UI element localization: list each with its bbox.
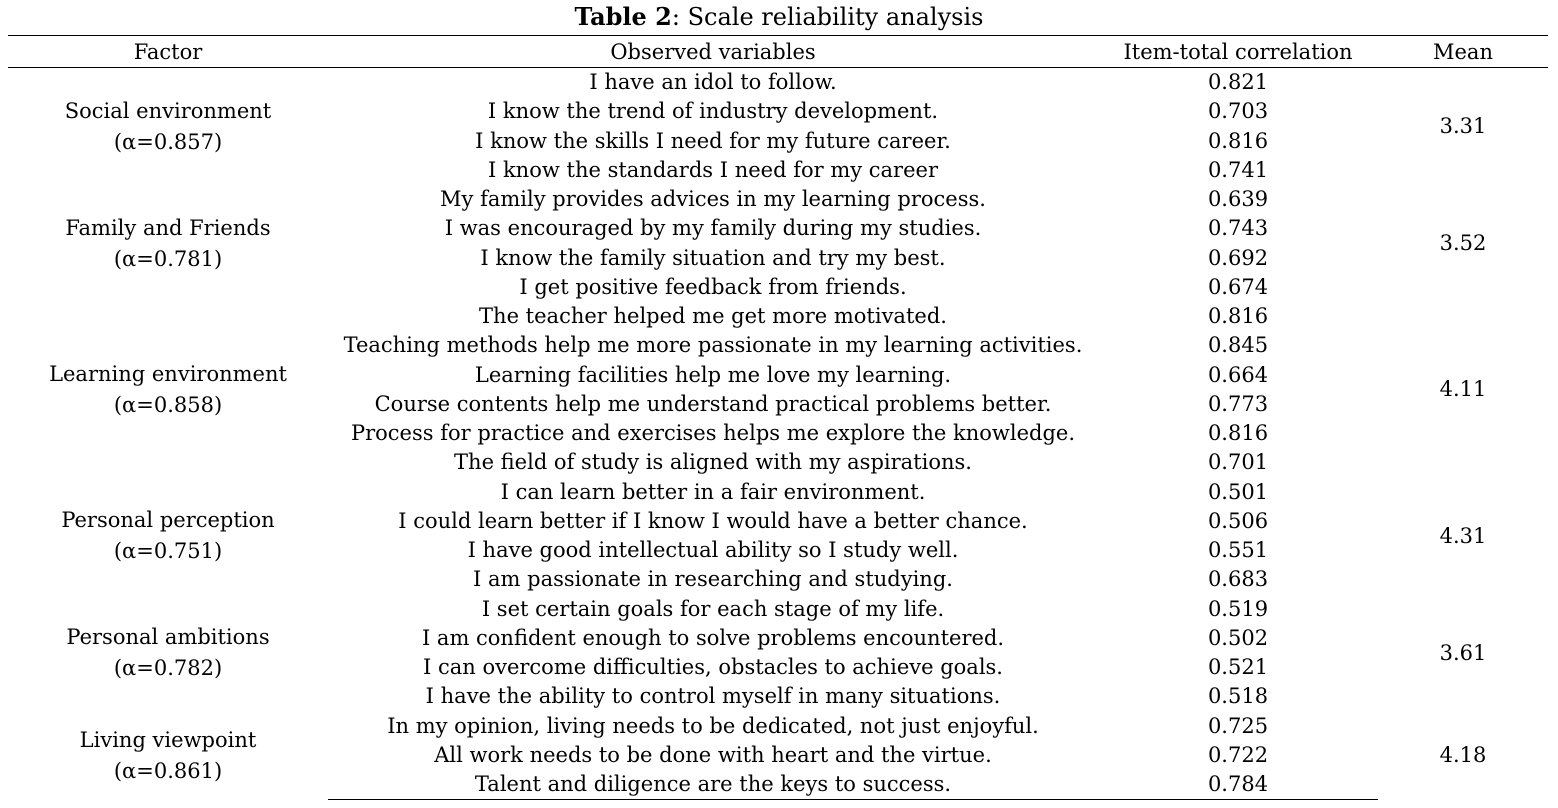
table-caption (0, 2, 1558, 32)
observed-variable-cell: All work needs to be done with heart and the virtue. (434, 742, 992, 767)
observed-variable-cell: Process for practice and exercises helps me explore the knowledge. (350, 421, 1076, 445)
factor-alpha: (α=0.858) (113, 392, 223, 417)
table-caption-label: Table 2 (574, 2, 672, 31)
factor-alpha: (α=0.751) (113, 539, 223, 563)
mean-cell: 4.31 (1439, 523, 1487, 548)
observed-variable-cell: I get positive feedback from friends. (519, 274, 907, 299)
item-total-correlation-cell: 0.664 (1207, 362, 1269, 387)
reliability-table (8, 35, 1548, 800)
factor-cell (8, 302, 328, 478)
item-total-correlation-cell: 0.501 (1207, 479, 1269, 504)
item-total-correlation-cell: 0.701 (1207, 450, 1269, 475)
observed-variable-cell: I can learn better in a fair environment. (500, 479, 926, 504)
factor-cell (8, 185, 328, 302)
item-total-correlation-cell: 0.683 (1207, 567, 1269, 592)
item-total-correlation-cell: 0.816 (1207, 128, 1269, 153)
table-row (8, 68, 1548, 98)
factor-cell (8, 68, 328, 186)
table-row (8, 478, 1548, 507)
item-total-correlation-cell: 0.816 (1207, 304, 1269, 328)
observed-variable-cell: I have an idol to follow. (589, 70, 837, 94)
observed-variable-cell: I have the ability to control myself in many situations. (425, 684, 1001, 709)
item-total-correlation-cell: 0.551 (1207, 538, 1269, 562)
item-total-correlation-cell: 0.725 (1207, 713, 1269, 738)
column-header-mean: Mean (1378, 36, 1548, 68)
factor-name: Family and Friends (65, 215, 271, 240)
factor-name: Personal ambitions (66, 625, 270, 649)
item-total-correlation-cell: 0.784 (1098, 770, 1378, 800)
factor-alpha: (α=0.782) (113, 656, 223, 680)
mean-cell: 3.61 (1439, 640, 1487, 665)
mean-cell: 3.31 (1439, 114, 1487, 138)
item-total-correlation-cell: 0.506 (1207, 508, 1269, 533)
table-row (8, 595, 1548, 624)
factor-cell (8, 595, 328, 712)
mean-cell: 4.11 (1439, 377, 1487, 402)
factor-name: Living viewpoint (79, 727, 257, 752)
observed-variable-cell: I can overcome difficulties, obstacles to achieve goals. (423, 655, 1003, 679)
table-caption-separator: : (671, 3, 688, 31)
observed-variable-cell: Teaching methods help me more passionate in my learning activities. (343, 333, 1083, 358)
item-total-correlation-cell: 0.773 (1207, 391, 1269, 416)
item-total-correlation-cell: 0.741 (1207, 157, 1269, 182)
item-total-correlation-cell: 0.703 (1207, 99, 1269, 124)
observed-variable-cell: I could learn better if I know I would have a better chance. (398, 508, 1028, 533)
mean-cell: 4.18 (1439, 743, 1487, 768)
item-total-correlation-cell: 0.518 (1207, 684, 1269, 709)
observed-variable-cell: I set certain goals for each stage of my life. (481, 596, 945, 621)
factor-name: Personal perception (61, 508, 275, 532)
item-total-correlation-cell: 0.816 (1207, 421, 1269, 445)
observed-variable-cell: Course contents help me understand practical problems better. (374, 391, 1052, 416)
factor-name: Social environment (64, 98, 272, 123)
observed-variable-cell: I know the skills I need for my future career. (475, 128, 951, 153)
item-total-correlation-cell: 0.692 (1207, 245, 1269, 270)
factor-name: Learning environment (49, 361, 287, 386)
table-row (8, 712, 1548, 741)
item-total-correlation-cell: 0.639 (1207, 187, 1269, 211)
observed-variable-cell: My family provides advices in my learning process. (440, 187, 986, 211)
item-total-correlation-cell: 0.722 (1207, 742, 1269, 767)
factor-alpha: (α=0.857) (113, 129, 223, 154)
mean-cell: 3.52 (1439, 231, 1487, 255)
observed-variable-cell: I know the family situation and try my best. (480, 245, 946, 270)
table-header (8, 36, 1548, 68)
table-row (8, 185, 1548, 214)
observed-variable-cell: I am passionate in researching and studying. (473, 567, 953, 592)
item-total-correlation-cell: 0.674 (1207, 274, 1269, 299)
column-header-factor: Factor (8, 36, 328, 68)
item-total-correlation-cell: 0.845 (1207, 333, 1269, 358)
observed-variable-cell: I know the trend of industry development. (487, 99, 939, 124)
factor-cell (8, 478, 328, 595)
factor-cell (8, 712, 328, 800)
column-header-item-total-correlation: Item-total correlation (1098, 36, 1378, 68)
observed-variable-cell: In my opinion, living needs to be dedicated, not just enjoyful. (387, 713, 1039, 738)
table-caption-text: Scale reliability analysis (687, 3, 984, 31)
factor-alpha: (α=0.781) (113, 246, 223, 271)
item-total-correlation-cell: 0.521 (1207, 655, 1269, 679)
observed-variable-cell: I have good intellectual ability so I study well. (467, 538, 959, 562)
factor-alpha: (α=0.861) (113, 758, 223, 783)
observed-variable-cell: The teacher helped me get more motivated. (479, 304, 947, 328)
observed-variable-cell: The field of study is aligned with my aspirations. (454, 450, 972, 475)
table-body (8, 68, 1548, 800)
item-total-correlation-cell: 0.743 (1207, 216, 1269, 241)
column-header-observed-variables: Observed variables (328, 36, 1098, 68)
observed-variable-cell: I know the standards I need for my career (487, 157, 938, 182)
observed-variable-cell: I am confident enough to solve problems encountered. (421, 625, 1005, 650)
observed-variable-cell: Learning facilities help me love my learning. (474, 362, 952, 387)
observed-variable-cell: Talent and diligence are the keys to success. (328, 770, 1098, 800)
item-total-correlation-cell: 0.519 (1207, 596, 1269, 621)
item-total-correlation-cell: 0.821 (1207, 70, 1269, 94)
header-row (8, 36, 1548, 68)
item-total-correlation-cell: 0.502 (1207, 625, 1269, 650)
observed-variable-cell: I was encouraged by my family during my studies. (444, 216, 982, 241)
table-row (8, 302, 1548, 331)
